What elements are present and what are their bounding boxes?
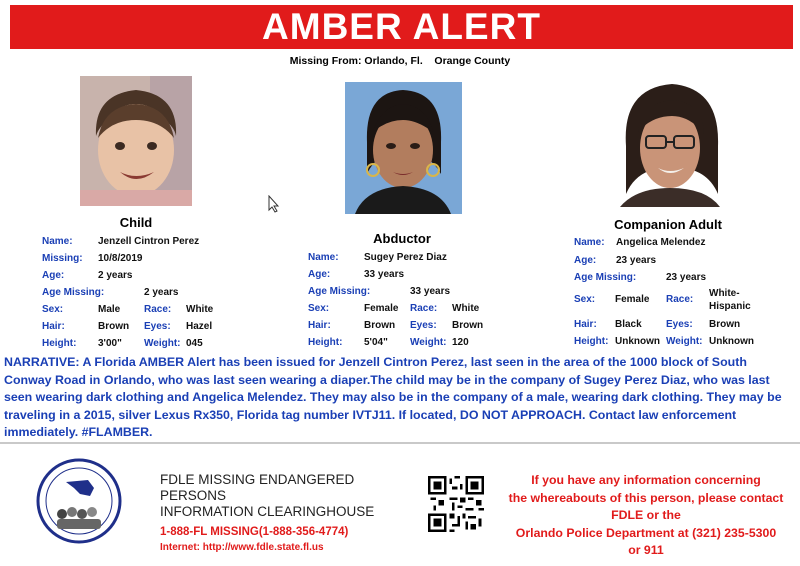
fdle-internet: Internet: http://www.fdle.state.fl.us — [160, 542, 324, 553]
child-height: 3'00" — [98, 338, 122, 349]
companion-photo — [612, 76, 726, 207]
field-label: Name: — [42, 236, 73, 247]
abductor-name: Sugey Perez Diaz — [364, 252, 447, 263]
missing-from-location: Missing From: Orlando, Fl. Orange County — [289, 55, 511, 67]
narrative — [4, 354, 796, 442]
child-name: Jenzell Cintron Perez — [98, 236, 200, 247]
abductor-age: 33 years — [364, 269, 405, 280]
child-weight: 045 — [186, 338, 203, 349]
child-sex: Male — [98, 304, 121, 315]
abductor-eyes: Brown — [452, 320, 484, 331]
alert-title: AMBER ALERT — [262, 6, 541, 47]
companion-age-missing: 23 years — [666, 272, 707, 283]
field-label: Hair: — [574, 319, 597, 330]
field-label: Weight: — [666, 336, 703, 347]
abductor-photo — [345, 82, 462, 214]
qr-code-icon — [428, 476, 484, 532]
abductor-race: White — [452, 303, 480, 314]
field-label: Eyes: — [144, 321, 171, 332]
abductor-hair: Brown — [364, 320, 396, 331]
child-race: White — [186, 304, 214, 315]
companion-sex: Female — [615, 294, 650, 305]
contact-line: FDLE or the — [611, 508, 681, 522]
child-missing-date: 10/8/2019 — [98, 253, 143, 264]
fdle-title-line1: FDLE MISSING ENDANGERED PERSONS — [160, 472, 355, 503]
field-label: Hair: — [42, 321, 65, 332]
companion-height: Unknown — [615, 336, 660, 347]
field-label: Weight: — [144, 338, 181, 349]
mouse-cursor-icon — [268, 195, 280, 213]
companion-age: 23 years — [616, 255, 657, 266]
companion-name: Angelica Melendez — [616, 237, 706, 248]
clearinghouse-seal-icon — [36, 458, 122, 544]
fdle-info — [160, 472, 420, 556]
abductor-sex: Female — [364, 303, 399, 314]
contact-line: If you have any information concerning — [531, 473, 761, 487]
companion-eyes: Brown — [709, 319, 741, 330]
field-label: Height: — [42, 338, 77, 349]
field-label: Sex: — [308, 303, 330, 314]
field-label: Hair: — [308, 320, 331, 331]
amber-alert-banner — [10, 5, 793, 49]
child-hair: Brown — [98, 321, 130, 332]
companion-hair: Black — [615, 319, 642, 330]
abductor-details — [308, 252, 508, 348]
field-label: Height: — [308, 337, 343, 348]
child-eyes: Hazel — [186, 321, 213, 332]
field-label: Age Missing: — [308, 286, 371, 297]
field-label: Age Missing: — [42, 287, 105, 298]
child-age-missing: 2 years — [144, 287, 179, 298]
child-photo — [80, 76, 192, 206]
abductor-height: 5'04" — [364, 337, 388, 348]
field-label: Age: — [574, 255, 597, 266]
field-label: Name: — [574, 237, 605, 248]
field-label: Weight: — [410, 337, 447, 348]
field-label: Name: — [308, 252, 339, 263]
companion-race-cont: Hispanic — [709, 301, 751, 312]
fdle-phone: 1-888-FL MISSING(1-888-356-4774) — [160, 526, 349, 538]
abductor-weight: 120 — [452, 337, 469, 348]
field-label: Age Missing: — [574, 272, 637, 283]
section-divider — [0, 442, 800, 444]
field-label: Sex: — [42, 304, 64, 315]
field-label: Sex: — [574, 294, 596, 305]
companion-heading: Companion Adult — [614, 217, 722, 232]
child-heading: Child — [119, 215, 153, 230]
field-label: Eyes: — [666, 319, 693, 330]
contact-instructions — [494, 472, 798, 560]
field-label: Race: — [410, 303, 438, 314]
contact-line: Orlando Police Department at (321) 235-5300 — [515, 525, 777, 540]
field-label: Age: — [308, 269, 331, 280]
child-age: 2 years — [98, 270, 133, 281]
field-label: Height: — [574, 336, 609, 347]
companion-details — [574, 237, 794, 349]
abductor-heading: Abductor — [373, 231, 431, 246]
field-label: Race: — [144, 304, 172, 315]
field-label: Age: — [42, 270, 65, 281]
field-label: Race: — [666, 294, 694, 305]
contact-line: or 911 — [628, 543, 664, 557]
contact-line: the whereabouts of this person, please contact — [508, 490, 784, 505]
field-label: Eyes: — [410, 320, 437, 331]
abductor-age-missing: 33 years — [410, 286, 451, 297]
field-label: Missing: — [42, 253, 83, 264]
narrative-label: NARRATIVE: — [4, 355, 80, 369]
companion-race: White- — [709, 288, 740, 299]
companion-weight: Unknown — [709, 336, 754, 347]
narrative-text: A Florida AMBER Alert has been issued for Jenzell Cintron Perez, last seen in the area of the 1000 block of South Conway Road in Orlando, who was last seen wearing a diaper.The child may be in the company of Sugey Perez Diaz, who was last seen wearing dark clothing and Angelica Melendez. They may also be in the company of a male, wearing dark clothing. They may be traveling in a 2015, silver Lexus Rx350, Florida tag number IVTJ11. If located, DO NOT APPROACH. Contact law enforcement immediately. #FLAMBER. — [4, 355, 782, 439]
fdle-title-line2: INFORMATION CLEARINGHOUSE — [160, 504, 375, 519]
child-details — [42, 236, 242, 349]
